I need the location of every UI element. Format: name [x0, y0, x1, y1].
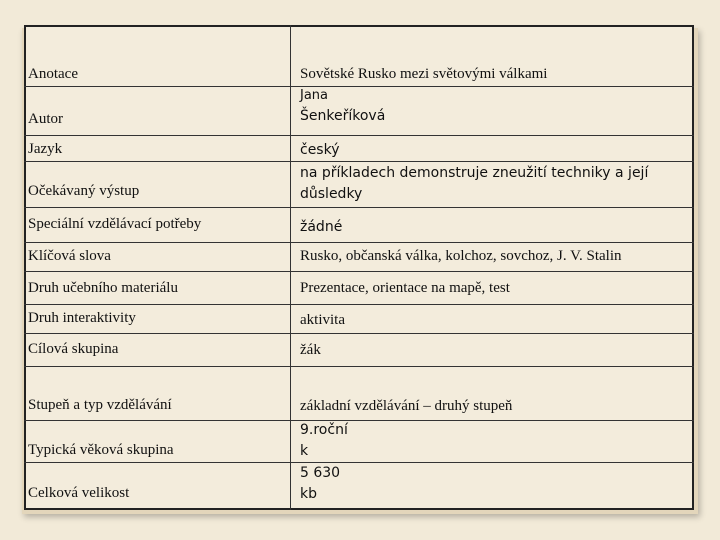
row-divider: [24, 420, 694, 421]
value-druh-materialu: Prezentace, orientace na mapě, test: [300, 280, 510, 296]
label-stupen-vzdelavani: Stupeň a typ vzdělávání: [28, 397, 172, 413]
value-vystup-line2: důsledky: [300, 186, 363, 202]
value-autor-line2: Šenkeříková: [300, 108, 386, 124]
label-jazyk: Jazyk: [28, 141, 63, 157]
row-divider: [24, 333, 694, 334]
label-klicova-slova: Klíčová slova: [28, 248, 111, 264]
row-divider: [24, 271, 694, 272]
row-divider: [24, 462, 694, 463]
value-jazyk: český: [300, 142, 340, 158]
value-specialni-potreby: žádné: [300, 219, 343, 235]
value-cilova-skupina: žák: [300, 342, 321, 358]
label-druh-materialu: Druh učebního materiálu: [28, 280, 178, 296]
label-celkova-velikost: Celková velikost: [28, 485, 130, 501]
label-druh-interaktivity: Druh interaktivity: [28, 310, 136, 326]
value-klicova-slova: Rusko, občanská válka, kolchoz, sovchoz, J. V. Stalin: [300, 248, 622, 264]
row-divider: [24, 135, 694, 136]
label-cilova-skupina: Cílová skupina: [28, 341, 119, 357]
row-divider: [24, 304, 694, 305]
label-anotace: Anotace: [28, 66, 78, 82]
value-vystup-line1: na příkladech demonstruje zneužití techniky a její: [300, 165, 649, 181]
row-divider: [24, 161, 694, 162]
metadata-table: [24, 25, 694, 510]
column-divider: [290, 25, 291, 510]
label-ocekavany-vystup: Očekávaný výstup: [28, 183, 140, 199]
value-druh-interaktivity: aktivita: [300, 312, 345, 328]
label-autor: Autor: [28, 111, 63, 127]
value-stupen-vzdelavani: základní vzdělávání – druhý stupeň: [300, 398, 513, 414]
value-velikost-line2: kb: [300, 486, 317, 502]
label-vekova-skupina: Typická věková skupina: [28, 442, 174, 458]
row-divider: [24, 242, 694, 243]
value-velikost-line1: 5 630: [300, 465, 341, 481]
value-autor-line1: Jana: [300, 88, 329, 103]
row-divider: [24, 86, 694, 87]
value-vekova-skupina-line2: k: [300, 443, 309, 459]
value-vekova-skupina-line1: 9.roční: [300, 422, 348, 438]
row-divider: [24, 207, 694, 208]
row-divider: [24, 366, 694, 367]
value-anotace: Sovětské Rusko mezi světovými válkami: [300, 66, 548, 82]
label-specialni-potreby: Speciální vzdělávací potřeby: [28, 216, 202, 232]
